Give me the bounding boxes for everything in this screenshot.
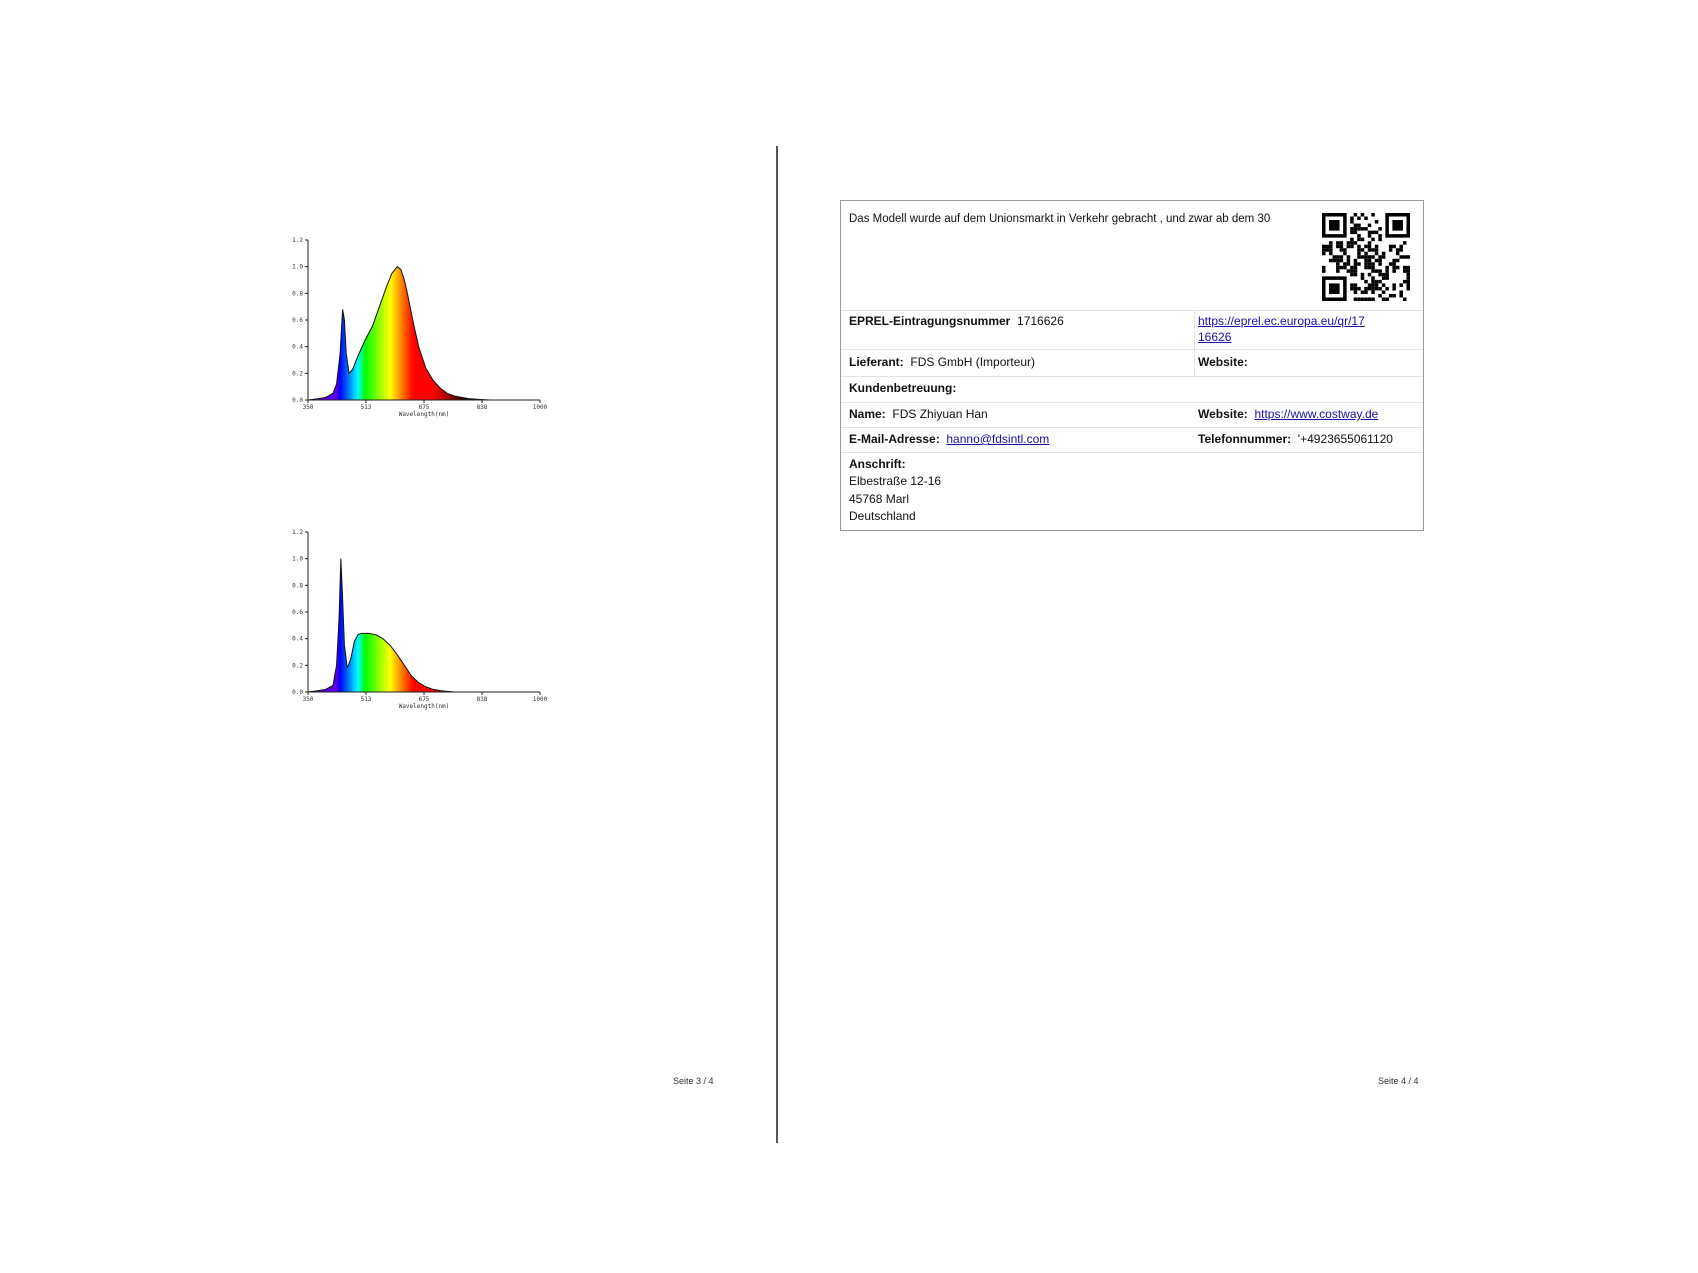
- row-separator: [841, 310, 1423, 311]
- website-row-2: [1198, 406, 1378, 422]
- phone-row: [1198, 431, 1393, 447]
- row-separator: [841, 452, 1423, 453]
- supplier-value: FDS GmbH (Importeur): [910, 355, 1036, 369]
- address-line-1: Elbestraße 12-16: [849, 474, 942, 488]
- x-tick-label: 513: [360, 696, 372, 703]
- x-tick-label: 513: [360, 404, 372, 411]
- y-tick-label: 0.2: [292, 662, 303, 670]
- supplier-label: Lieferant:: [849, 355, 904, 369]
- website-label: Website:: [1198, 407, 1248, 421]
- product-info-table: [840, 200, 1424, 531]
- row-separator: [841, 402, 1423, 403]
- spectrum-area: [308, 559, 540, 692]
- x-tick-label: 675: [418, 404, 430, 411]
- y-tick-label: 0.6: [292, 317, 303, 324]
- y-tick-label: 0.8: [292, 582, 303, 590]
- website-row-1: [1198, 354, 1248, 370]
- customer-service-label: Kundenbetreuung:: [849, 381, 957, 395]
- email-link[interactable]: hanno@fdsintl.com: [946, 432, 1050, 446]
- email-row: [849, 431, 1049, 447]
- y-tick-label: 1.2: [292, 529, 303, 536]
- x-tick-label: 1000: [532, 696, 548, 703]
- spectrum-chart-1: [290, 234, 560, 424]
- website-label: Website:: [1198, 355, 1248, 369]
- page-divider: [776, 146, 778, 1143]
- spectrum-chart-2: [290, 526, 560, 716]
- address-label-row: [849, 456, 906, 472]
- eprel-number: 1716626: [1017, 314, 1064, 328]
- eprel-row: [849, 313, 1064, 329]
- spectrum-chart-svg: [290, 234, 560, 424]
- document-page-3: [0, 0, 777, 1273]
- page-number: Seite 4 / 4: [1378, 1076, 1419, 1086]
- phone-value: '+4923655061120: [1297, 432, 1393, 446]
- name-row: [849, 406, 988, 422]
- y-tick-label: 0.6: [292, 609, 303, 616]
- x-tick-label: 675: [418, 696, 430, 703]
- name-label: Name:: [849, 407, 886, 421]
- x-axis-label: Wavelength(nm): [398, 703, 450, 710]
- x-tick-label: 838: [476, 696, 488, 703]
- y-tick-label: 0.2: [292, 370, 303, 378]
- column-separator: [1194, 310, 1195, 377]
- x-axis-label: Wavelength(nm): [398, 411, 450, 418]
- spectrum-chart-svg: [290, 526, 560, 716]
- supplier-row: [849, 354, 1035, 370]
- x-tick-label: 1000: [532, 404, 548, 411]
- document-page-4: [780, 0, 1698, 1273]
- y-tick-label: 0.4: [292, 343, 303, 351]
- row-separator: [841, 376, 1423, 377]
- y-tick-label: 0.0: [292, 397, 303, 404]
- email-label: E-Mail-Adresse:: [849, 432, 940, 446]
- x-tick-label: 350: [302, 696, 314, 703]
- phone-label: Telefonnummer:: [1198, 432, 1292, 446]
- spectrum-area: [308, 267, 540, 400]
- eprel-label: EPREL-Eintragungsnummer: [849, 314, 1011, 328]
- page-number: Seite 3 / 4: [673, 1076, 714, 1086]
- y-tick-label: 1.0: [292, 263, 303, 271]
- website-link[interactable]: https://www.costway.de: [1254, 407, 1379, 421]
- address-label: Anschrift:: [849, 457, 906, 471]
- address-line-2: 45768 Marl: [849, 492, 910, 506]
- intro-text: Das Modell wurde auf dem Unionsmarkt in Verkehr gebracht , und zwar ab dem 30: [849, 213, 1271, 225]
- y-tick-label: 0.0: [292, 689, 303, 696]
- x-tick-label: 350: [302, 404, 314, 411]
- x-tick-label: 838: [476, 404, 488, 411]
- eprel-link-line-1[interactable]: https://eprel.ec.europa.eu/qr/17: [1198, 314, 1365, 328]
- customer-service-row: [849, 380, 956, 396]
- y-tick-label: 1.2: [292, 237, 303, 244]
- row-separator: [841, 349, 1423, 350]
- row-separator: [841, 427, 1423, 428]
- address-line-3: Deutschland: [849, 509, 916, 523]
- name-value: FDS Zhiyuan Han: [892, 407, 988, 421]
- eprel-link-line-2[interactable]: 16626: [1198, 330, 1232, 344]
- y-tick-label: 0.8: [292, 290, 303, 298]
- qr-code[interactable]: [1322, 213, 1410, 301]
- y-tick-label: 1.0: [292, 555, 303, 563]
- y-tick-label: 0.4: [292, 635, 303, 643]
